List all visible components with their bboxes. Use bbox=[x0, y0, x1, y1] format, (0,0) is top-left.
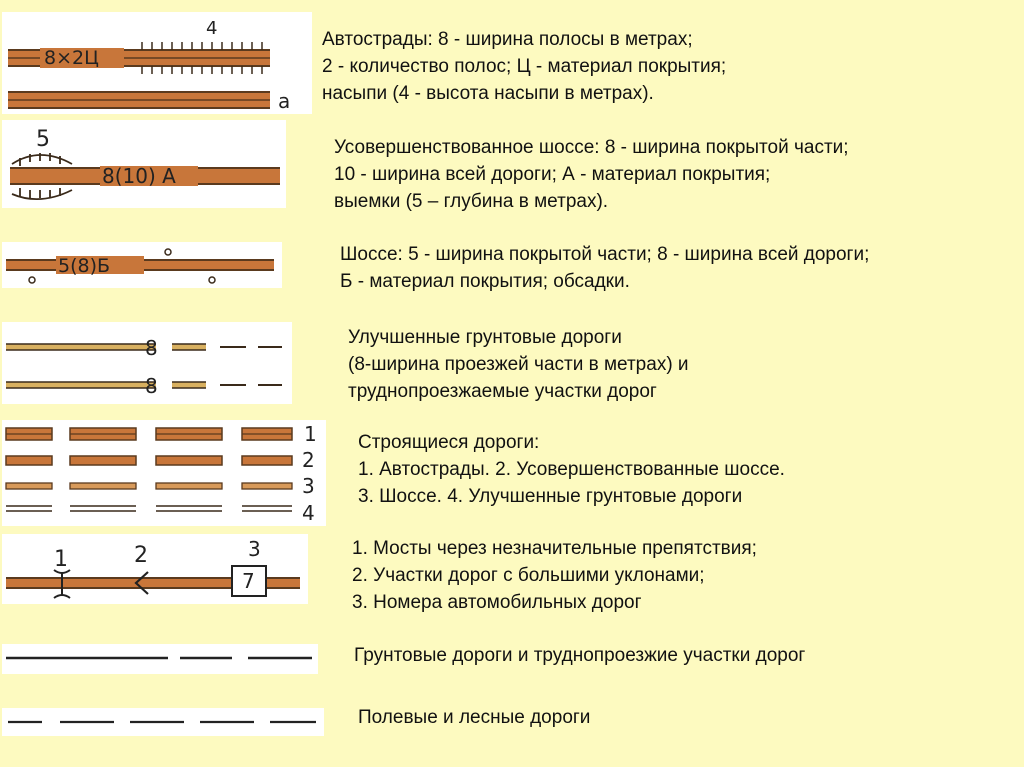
description-motorway: Автострады: 8 - ширина полосы в метрах; 2 - количество полос; Ц - материал покрытия; насыпи (4 - высота насыпи в метрах). bbox=[322, 29, 727, 104]
improved-dirt-road-top bbox=[6, 344, 282, 350]
symbol-motorway bbox=[2, 12, 312, 114]
motorway-road-bottom bbox=[8, 92, 270, 108]
improved-highway-symbol-svg bbox=[2, 120, 286, 208]
cut-arc-top bbox=[12, 153, 72, 166]
description-improved-dirt-roads: Улучшенные грунтовые дороги (8-ширина проезжей части в метрах) и труднопроезжаемые участки дорог bbox=[348, 327, 689, 402]
highway-road bbox=[6, 256, 274, 274]
description-dirt-roads: Грунтовые дороги и труднопроезжие участки дорог bbox=[354, 645, 806, 666]
symbol-improved-dirt-roads bbox=[2, 322, 292, 404]
highway-code-label: 5(8)Б bbox=[58, 255, 111, 277]
construction-highway-dashes bbox=[6, 483, 292, 489]
symbol-improved-highway bbox=[2, 120, 286, 208]
improved-highway-code-label: 8(10) А bbox=[102, 164, 176, 188]
motorway-code-label: 8×2Ц bbox=[44, 47, 99, 69]
dirt-roads-symbol-svg bbox=[2, 644, 318, 674]
symbol-dirt-roads bbox=[2, 644, 318, 674]
motorway-symbol-svg bbox=[2, 12, 312, 114]
highway-symbol-svg bbox=[2, 242, 282, 288]
bridge-label-n1: 1 bbox=[54, 547, 68, 572]
description-improved-highway: Усовершенствованное шоссе: 8 - ширина покрытой части; 10 - ширина всей дороги; А - материал покрытия; выемки (5 – глубина в метрах). bbox=[334, 137, 849, 212]
bridges-symbol-svg bbox=[2, 534, 308, 604]
description-field-forest-roads: Полевые и лесные дороги bbox=[358, 707, 591, 728]
symbol-highway bbox=[2, 242, 282, 288]
improved-dirt-roads-symbol-svg bbox=[2, 322, 292, 404]
embankment-height-label: 4 bbox=[206, 18, 218, 39]
symbol-field-forest-roads bbox=[2, 708, 324, 736]
construction-improved-highway-dashes bbox=[6, 456, 292, 465]
improved-dirt-width-top-label: 8 bbox=[145, 336, 158, 360]
improved-dirt-road-bottom bbox=[6, 382, 282, 388]
construction-n4: 4 bbox=[302, 501, 315, 525]
construction-dirt-dashes bbox=[6, 506, 292, 511]
construction-n2: 2 bbox=[302, 448, 315, 472]
description-roads-under-construction: Строящиеся дороги: 1. Автострады. 2. Усовершенствованные шоссе. 3. Шоссе. 4. Улучшенные грунтовые дороги bbox=[358, 432, 785, 507]
field-forest-roads-symbol-svg bbox=[2, 708, 324, 736]
improved-dirt-width-bottom-label: 8 bbox=[145, 374, 158, 398]
road-number-label-n3: 3 bbox=[248, 537, 261, 561]
construction-symbol-svg bbox=[2, 420, 326, 526]
symbol-roads-under-construction bbox=[2, 420, 326, 526]
construction-n1: 1 bbox=[304, 422, 317, 446]
cut-arc-bottom bbox=[12, 188, 72, 199]
construction-n3: 3 bbox=[302, 474, 315, 498]
slope-label-n2: 2 bbox=[134, 543, 148, 568]
symbol-bridges-slopes-numbers bbox=[2, 534, 308, 604]
description-bridges-slopes-numbers: 1. Мосты через незначительные препятствия; 2. Участки дорог с большими уклонами; 3. Номера автомобильных дорог bbox=[352, 538, 757, 613]
road-number-value: 7 bbox=[242, 569, 255, 593]
cut-depth-label: 5 bbox=[36, 127, 50, 152]
construction-motorway-dashes bbox=[6, 428, 292, 440]
material-mark-label: а bbox=[278, 89, 291, 113]
description-highway: Шоссе: 5 - ширина покрытой части; 8 - ширина всей дороги; Б - материал покрытия; обсадки. bbox=[340, 244, 870, 292]
